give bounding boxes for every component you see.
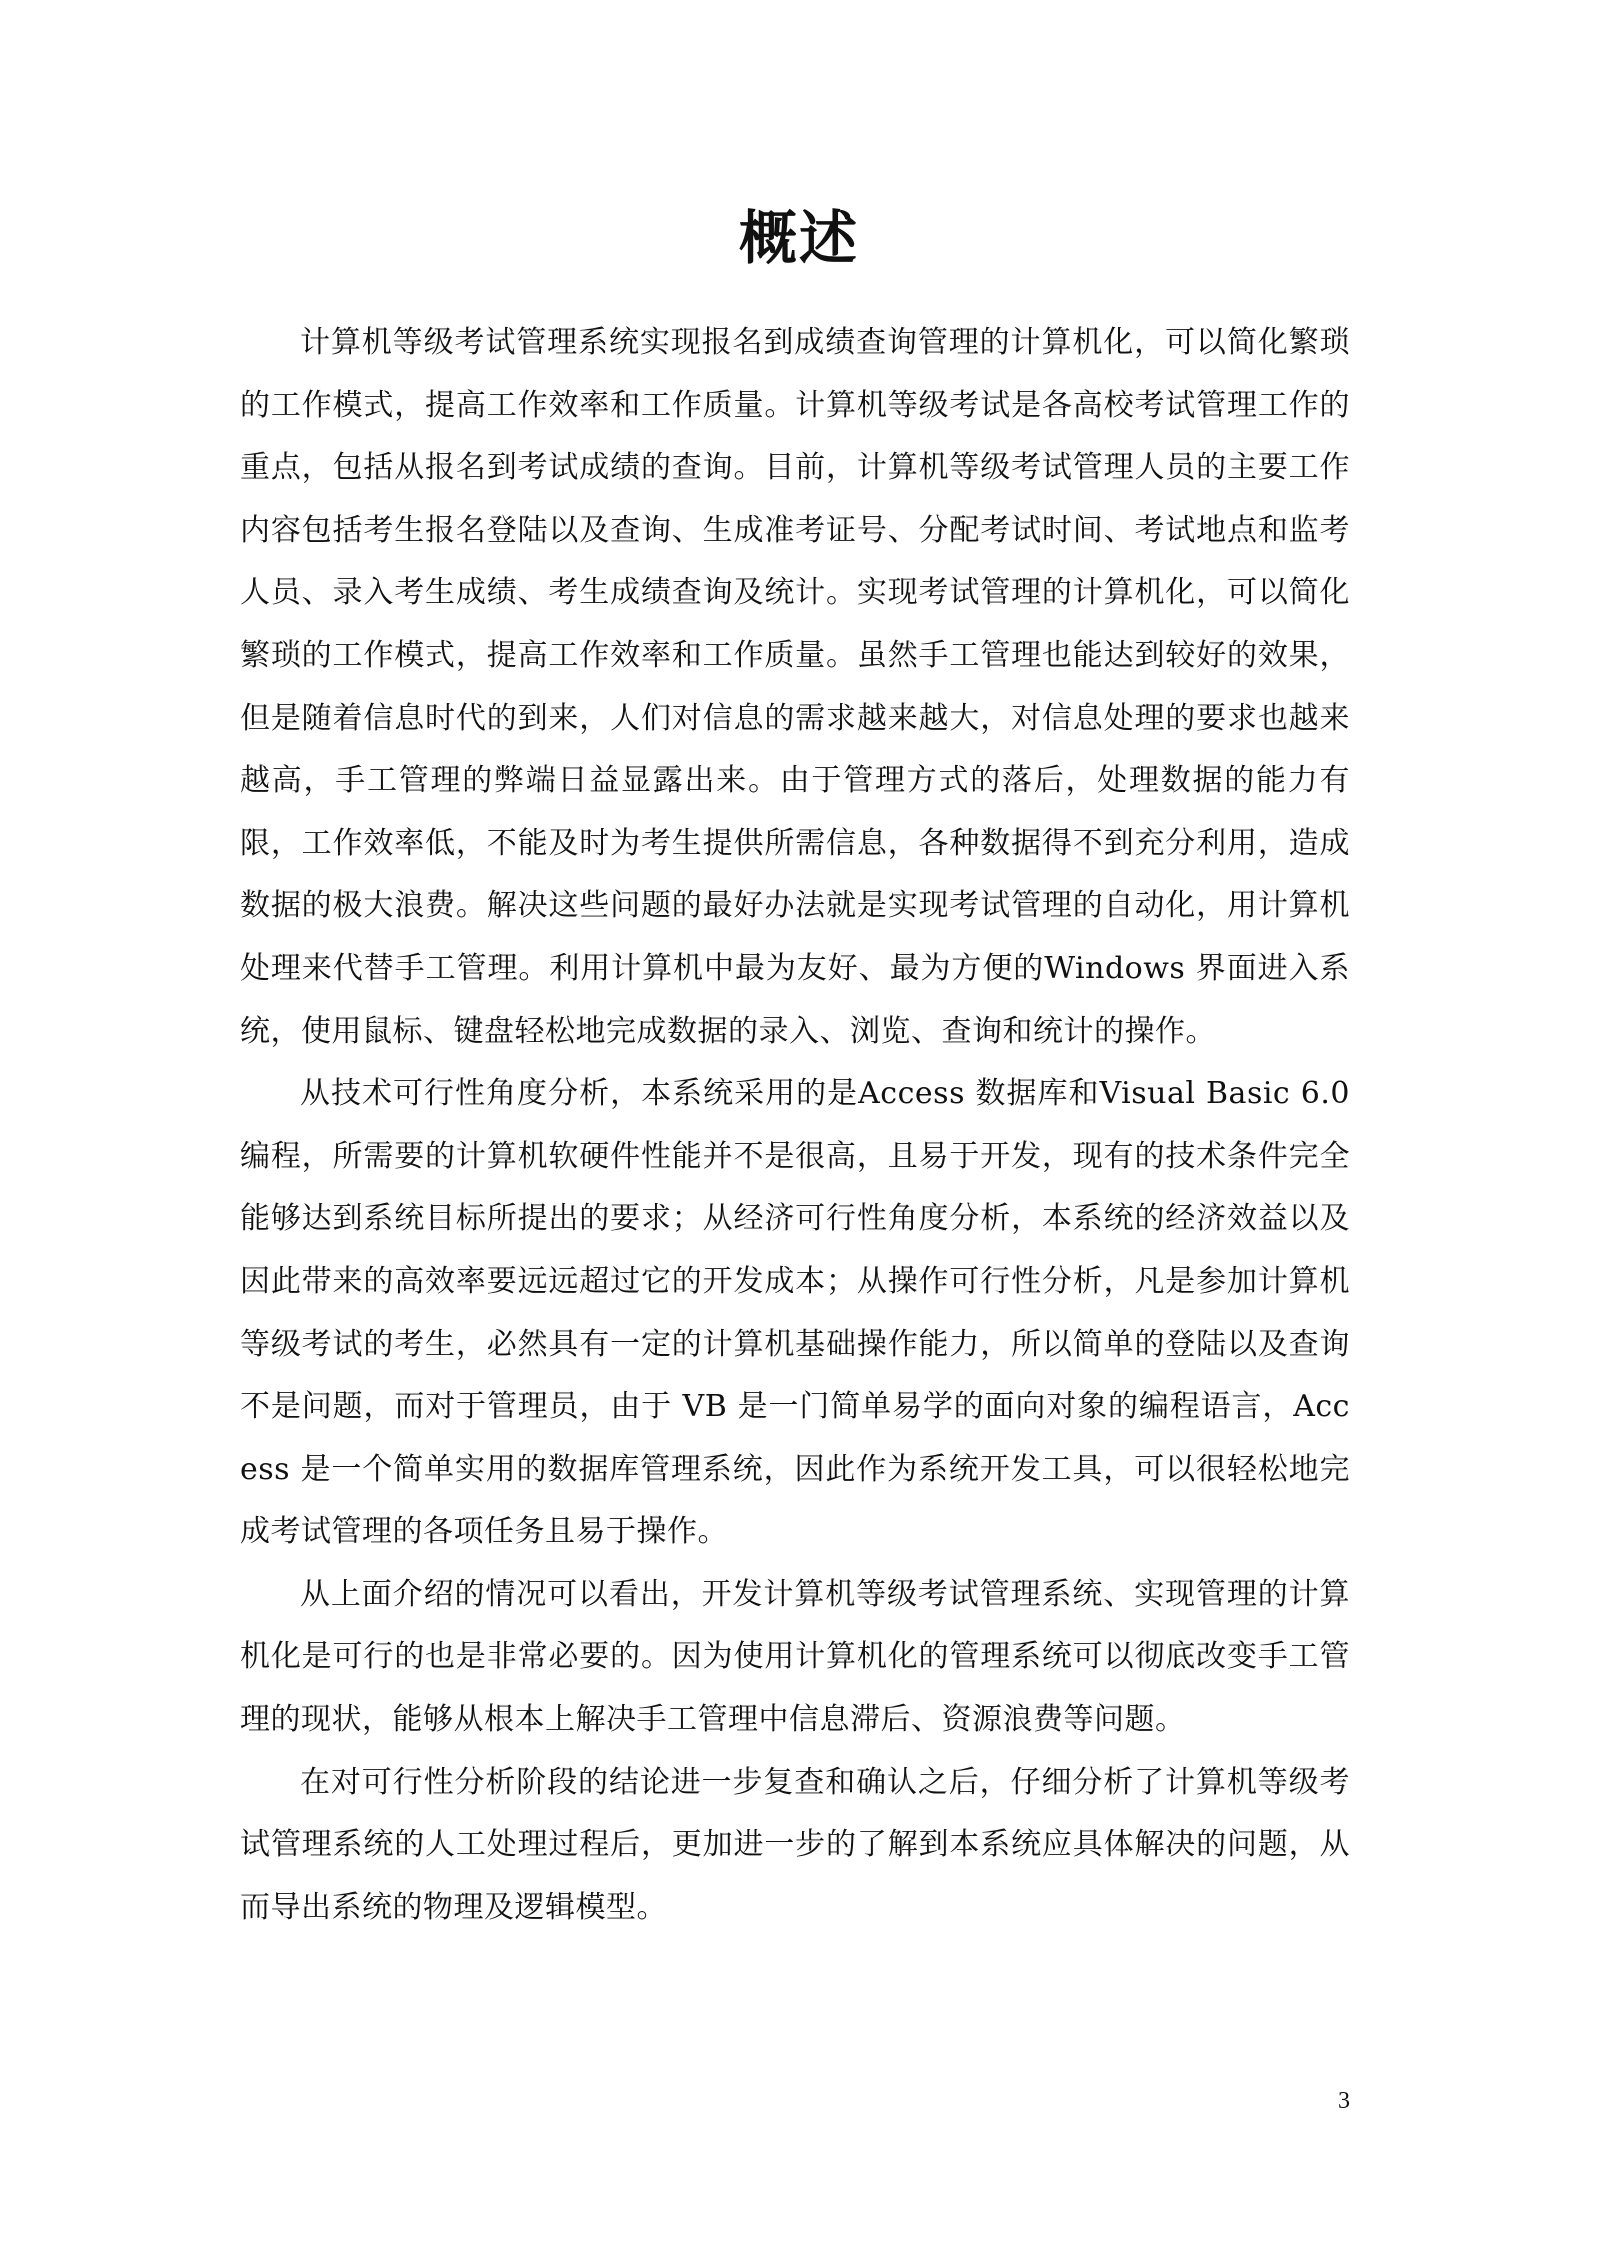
paragraph-analysis: 在对可行性分析阶段的结论进一步复查和确认之后，仔细分析了计算机等级考试管理系统的人工处理过程后，更加进一步的了解到本系统应具体解决的问题，从而导出系统的物理及逻辑模型。 [240,1764,1350,1925]
page-title: 概述 [738,204,859,272]
paragraph-conclusion: 从上面介绍的情况可以看出，开发计算机等级考试管理系统、实现管理的计算机化是可行的也是非常必要的。因为使用计算机化的管理系统可以彻底改变手工管理的现状，能够从根本上解决手工管理中信息滞后、资源浪费等问题。 [240,1576,1350,1738]
paragraph-overview: 计算机等级考试管理系统实现报名到成绩查询管理的计算机化，可以简化繁琐的工作模式，提高工作效率和工作质量。计算机等级考试是各高校考试管理工作的重点，包括从报名到考试成绩的查询。目前，计算机等级考试管理人员的主要工作内容包括考生报名登陆以及查询、生成准考证号、分配考试时间、考试地点和监考人员、录入考生成绩、考生成绩查询及统计。实现考试管理的计算机化，可以简化繁琐的工作模式，提高工作效率和工作质量。虽然手工管理也能达到较好的效果，但是随着信息时代的到来，人们对信息的需求越来越大，对信息处理的要求也越来越高，手工管理的弊端日益显露出来。由于管理方式的落后，处理数据的能力有限，工作效率低，不能及时为考生提供所需信息，各种数据得不到充分利用，造成数据的极大浪费。解决这些问题的最好办法就是实现考试管理的自动化，用计算机处理来代替手工管理。利用计算机中最为友好、最为方便的Windows 界面进入系统，使用鼠标、键盘轻松地完成数据的录入、浏览、查询和统计的操作。 [240,325,1350,1049]
page-number: 3 [1338,2088,1350,2114]
body-text [240,312,1350,1939]
paragraph-feasibility: 从技术可行性角度分析，本系统采用的是Access 数据库和Visual Basic 6.0编程，所需要的计算机软硬件性能并不是很高，且易于开发，现有的技术条件完全能够达到系统目标所提出的要求；从经济可行性角度分析，本系统的经济效益以及因此带来的高效率要远远超过它的开发成本；从操作可行性分析，凡是参加计算机等级考试的考生，必然具有一定的计算机基础操作能力，所以简单的登陆以及查询不是问题，而对于管理员，由于 VB 是一门简单易学的面向对象的编程语言，Access 是一个简单实用的数据库管理系统，因此作为系统开发工具，可以很轻松地完成考试管理的各项任务且易于操作。 [240,1076,1350,1550]
